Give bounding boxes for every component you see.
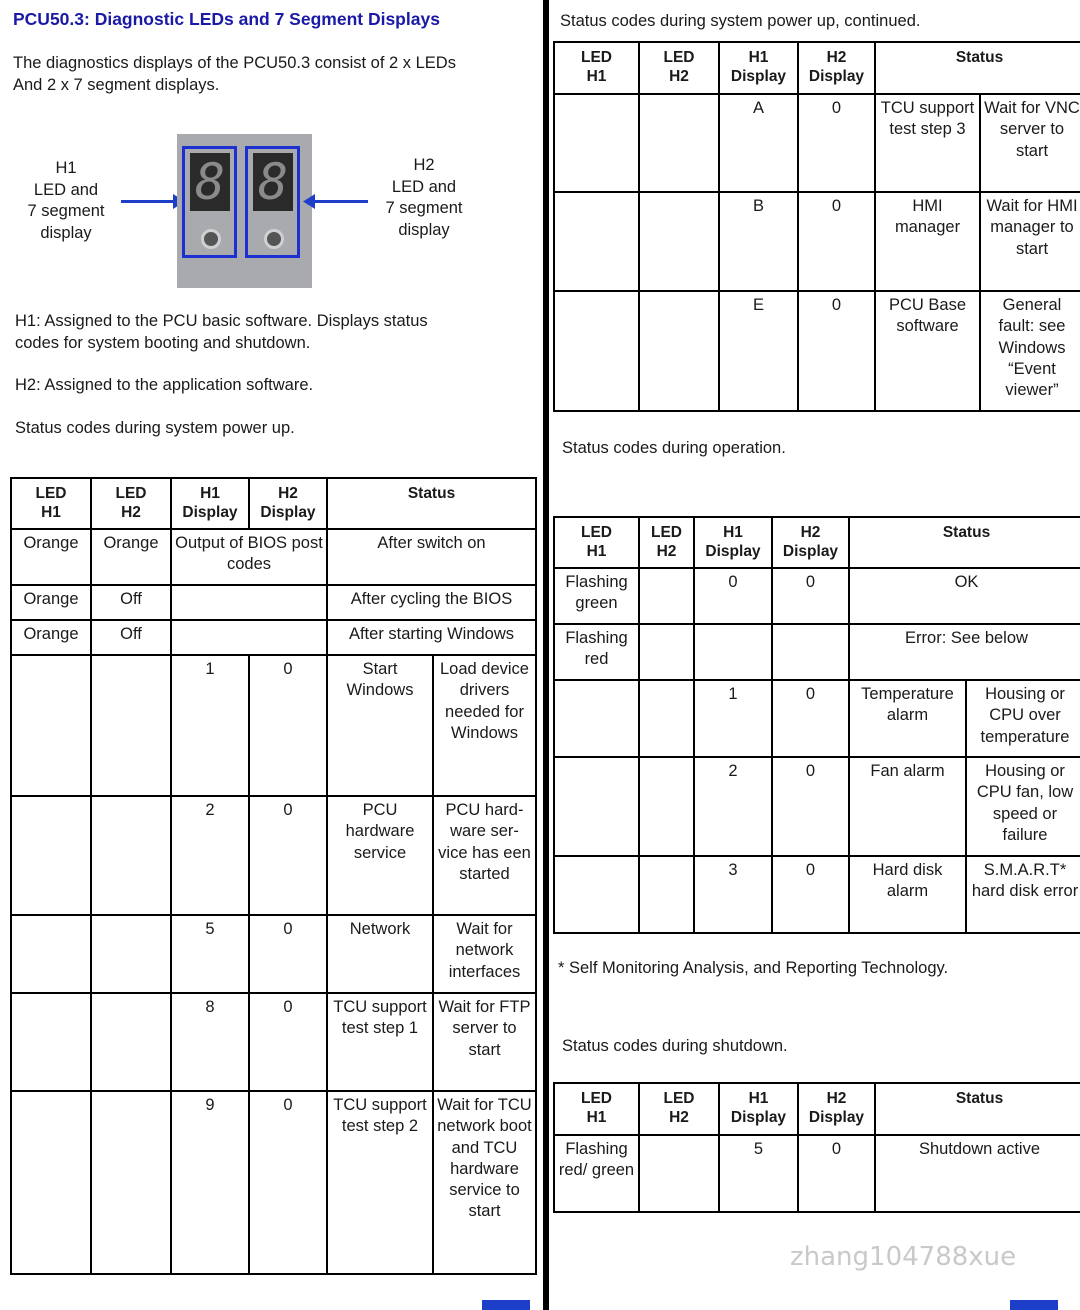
cell: Flashing green (554, 568, 639, 624)
h1-digit: 8 (194, 153, 226, 211)
cell (11, 915, 91, 993)
powerup-table (10, 477, 537, 1275)
table-row (554, 624, 1080, 680)
cell: Orange (11, 529, 91, 585)
h2-digit: 8 (257, 153, 289, 211)
cell (772, 624, 849, 680)
cell: After starting Windows (327, 620, 536, 655)
cell: E (719, 291, 798, 411)
h1-seven-segment (190, 153, 230, 211)
device-photo (177, 134, 312, 288)
cell: 0 (772, 680, 849, 757)
cell (11, 1091, 91, 1274)
header-h2-display: H2 Display (249, 478, 327, 529)
cell: A (719, 94, 798, 192)
h1-led (201, 229, 221, 249)
cell: After switch on (327, 529, 536, 585)
cell: Output of BIOS post codes (171, 529, 327, 585)
table-row (11, 915, 536, 993)
header-led-h1: LED H1 (554, 517, 639, 568)
next-page-arrow-right[interactable] (1010, 1300, 1058, 1310)
powerup-continued-table (553, 41, 1080, 412)
h1-label-line: display (40, 223, 92, 242)
h1-label-line: LED and (33, 180, 99, 199)
cell: Off (91, 585, 171, 620)
h2-led (264, 229, 284, 249)
cell (639, 680, 694, 757)
cell: 1 (171, 655, 249, 796)
cell: Wait for TCU network boot and TCU hardware service to start (433, 1091, 536, 1274)
header-led-h2: LED H2 (91, 478, 171, 529)
cell: Housing or CPU over temperature (966, 680, 1080, 757)
h1-label-line: H1 (55, 159, 77, 177)
cell: Wait for VNC server to start (980, 94, 1080, 192)
cell (554, 192, 639, 291)
header-h1-display: H1 Display (171, 478, 249, 529)
table-row (554, 291, 1080, 411)
cell (554, 856, 639, 933)
page-title: PCU50.3: Diagnostic LEDs and 7 Segment Displays (13, 9, 440, 29)
h2-description: H2: Assigned to the application software. (15, 376, 314, 394)
table-row (11, 993, 536, 1091)
h1-display-box (182, 146, 237, 258)
cell (91, 915, 171, 993)
cell: 0 (249, 915, 327, 993)
cell: 0 (772, 856, 849, 933)
intro-text (13, 53, 456, 96)
cell: 5 (719, 1135, 798, 1212)
footnote: * Self Monitoring Analysis, and Reporting Technology. (558, 959, 949, 977)
header-h1-display: H1 Display (694, 517, 772, 568)
intro-line-2: And 2 x 7 segment displays. (13, 75, 220, 94)
cell: 0 (249, 993, 327, 1091)
table-row (554, 856, 1080, 933)
cell (91, 993, 171, 1091)
cell (554, 757, 639, 856)
cell: PCU hard-ware ser-vice has een started (433, 796, 536, 915)
header-status: Status (875, 1083, 1080, 1135)
header-h1-display: H1 Display (719, 1083, 798, 1135)
h1-description (15, 311, 428, 354)
h2-arrow (310, 200, 368, 203)
h1-desc-line: codes for system booting and shutdown. (15, 333, 311, 352)
cell: Load device drivers needed for Windows (433, 655, 536, 796)
header-status: Status (849, 517, 1080, 568)
cell: TCU support test step 3 (875, 94, 980, 192)
cell: 0 (249, 655, 327, 796)
h2-seven-segment (253, 153, 293, 211)
shutdown-table (553, 1082, 1080, 1213)
cell (91, 1091, 171, 1274)
cell (639, 568, 694, 624)
continued-caption: Status codes during system power up, continued. (560, 12, 921, 30)
operation-caption: Status codes during operation. (562, 439, 786, 457)
header-led-h2: LED H2 (639, 42, 719, 94)
table-row (11, 796, 536, 915)
header-h2-display: H2 Display (798, 1083, 875, 1135)
h2-label-line: display (398, 220, 450, 239)
h2-label (368, 155, 480, 241)
cell (554, 94, 639, 192)
cell (11, 993, 91, 1091)
cell: General fault: see Windows “Event viewer” (980, 291, 1080, 411)
shutdown-caption: Status codes during shutdown. (562, 1037, 788, 1055)
cell: 0 (772, 568, 849, 624)
h1-arrow (121, 200, 179, 203)
cell: Network (327, 915, 433, 993)
cell: 9 (171, 1091, 249, 1274)
cell (91, 796, 171, 915)
cell: 0 (694, 568, 772, 624)
table-row (11, 1091, 536, 1274)
table-header-row (11, 478, 536, 529)
header-led-h2: LED H2 (639, 517, 694, 568)
cell (639, 291, 719, 411)
cell (694, 624, 772, 680)
cell: Orange (11, 585, 91, 620)
cell: 0 (772, 757, 849, 856)
header-h1-display: H1 Display (719, 42, 798, 94)
table-header-row (554, 42, 1080, 94)
table-row (11, 655, 536, 796)
h1-label (10, 158, 122, 244)
cell (11, 655, 91, 796)
cell: After cycling the BIOS (327, 585, 536, 620)
cell: 1 (694, 680, 772, 757)
cell: 5 (171, 915, 249, 993)
cell (639, 1135, 719, 1212)
cell: Wait for network interfaces (433, 915, 536, 993)
powerup-caption: Status codes during system power up. (15, 419, 295, 437)
cell (171, 585, 327, 620)
header-h2-display: H2 Display (798, 42, 875, 94)
header-status: Status (875, 42, 1080, 94)
cell: 8 (171, 993, 249, 1091)
cell: 0 (798, 94, 875, 192)
cell (639, 624, 694, 680)
cell: Error: See below (849, 624, 1080, 680)
header-status: Status (327, 478, 536, 529)
cell: 0 (249, 796, 327, 915)
operation-table (553, 516, 1080, 934)
cell (171, 620, 327, 655)
table-header-row (554, 1083, 1080, 1135)
cell: 0 (798, 1135, 875, 1212)
h1-label-line: 7 segment (27, 202, 105, 220)
table-row (554, 757, 1080, 856)
cell: Start Windows (327, 655, 433, 796)
cell: 0 (798, 192, 875, 291)
cell: 2 (694, 757, 772, 856)
table-row (11, 585, 536, 620)
cell: Hard disk alarm (849, 856, 966, 933)
cell: 0 (798, 291, 875, 411)
header-led-h1: LED H1 (554, 1083, 639, 1135)
header-led-h1: LED H1 (11, 478, 91, 529)
cell: Off (91, 620, 171, 655)
h1-desc-line: H1: Assigned to the PCU basic software. Displays status (15, 312, 428, 330)
cell (554, 291, 639, 411)
cell: OK (849, 568, 1080, 624)
cell: Orange (91, 529, 171, 585)
cell (91, 655, 171, 796)
cell (639, 192, 719, 291)
cell: Wait for FTP server to start (433, 993, 536, 1091)
table-row (11, 620, 536, 655)
cell: S.M.A.R.T* hard disk error (966, 856, 1080, 933)
cell: Fan alarm (849, 757, 966, 856)
table-row (554, 192, 1080, 291)
cell: 2 (171, 796, 249, 915)
cell: Flashing red (554, 624, 639, 680)
intro-line-1: The diagnostics displays of the PCU50.3 consist of 2 x LEDs (13, 54, 456, 72)
cell: Orange (11, 620, 91, 655)
table-row (11, 529, 536, 585)
h2-display-box (245, 146, 300, 258)
table-row (554, 94, 1080, 192)
header-h2-display: H2 Display (772, 517, 849, 568)
h2-label-line: 7 segment (385, 199, 463, 217)
cell: 0 (249, 1091, 327, 1274)
h2-label-line: LED and (391, 177, 457, 196)
table-row (554, 680, 1080, 757)
table-row (554, 1135, 1080, 1212)
h2-label-line: H2 (413, 156, 435, 174)
next-page-arrow-left[interactable] (482, 1300, 530, 1310)
header-led-h2: LED H2 (639, 1083, 719, 1135)
cell (639, 757, 694, 856)
cell: PCU Base software (875, 291, 980, 411)
cell: Temperature alarm (849, 680, 966, 757)
cell: HMI manager (875, 192, 980, 291)
cell: Wait for HMI manager to start (980, 192, 1080, 291)
cell: B (719, 192, 798, 291)
cell: Housing or CPU fan, low speed or failure (966, 757, 1080, 856)
cell: Shutdown active (875, 1135, 1080, 1212)
cell (554, 680, 639, 757)
cell: Flashing red/ green (554, 1135, 639, 1212)
cell (639, 856, 694, 933)
cell (639, 94, 719, 192)
cell: TCU support test step 1 (327, 993, 433, 1091)
table-row (554, 568, 1080, 624)
cell: 3 (694, 856, 772, 933)
column-divider (543, 0, 549, 1310)
cell: PCU hardware service (327, 796, 433, 915)
watermark: zhang104788xue (790, 1242, 1017, 1272)
header-led-h1: LED H1 (554, 42, 639, 94)
table-header-row (554, 517, 1080, 568)
cell (11, 796, 91, 915)
cell: TCU support test step 2 (327, 1091, 433, 1274)
